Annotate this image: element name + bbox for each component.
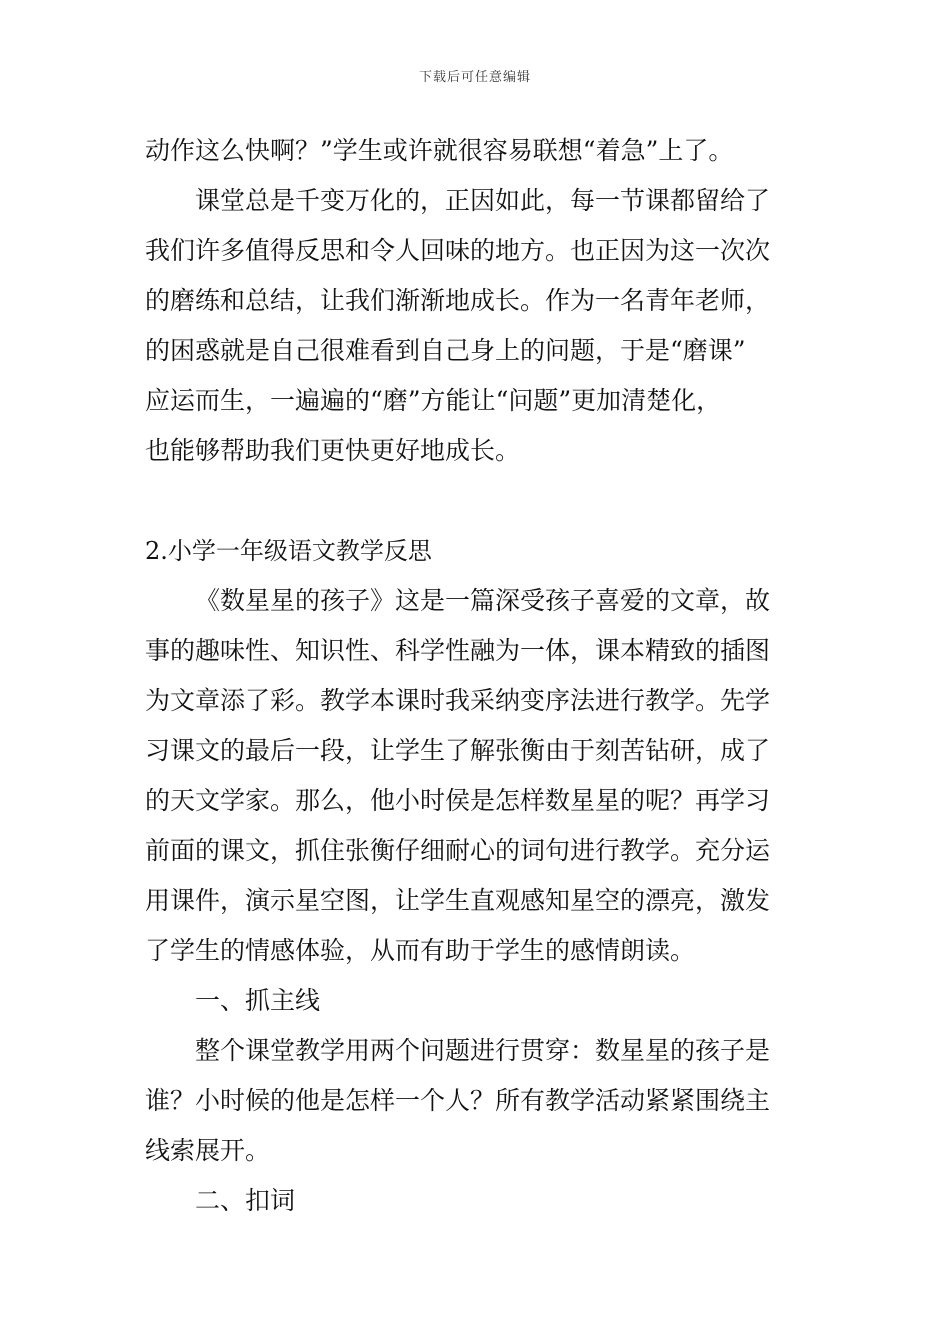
page-header: 下载后可任意编辑 bbox=[418, 70, 531, 85]
paragraph-line: 线索展开。 bbox=[145, 1136, 271, 1165]
paragraph-line: 的磨练和总结，让我们渐渐地成长。作为一名青年老师， bbox=[145, 286, 771, 315]
paragraph-line: 习课文的最后一段，让学生了解张衡由于刻苦钻研，成了 bbox=[145, 736, 771, 765]
paragraph-line: 动作这么快啊？”学生或许就很容易联想“着急”上了。 bbox=[145, 136, 734, 165]
blank-line bbox=[145, 476, 810, 526]
paragraph-line: 我们许多值得反思和令人回味的地方。也正因为这一次次 bbox=[145, 236, 771, 265]
paragraph-line: 也能够帮助我们更快更好地成长。 bbox=[145, 436, 521, 465]
paragraph-line: 整个课堂教学用两个问题进行贯穿：数星星的孩子是 bbox=[195, 1036, 771, 1065]
subsection-title: 二、扣词 bbox=[195, 1186, 296, 1215]
paragraph-line: 用课件，演示星空图，让学生直观感知星空的漂亮，激发 bbox=[145, 886, 771, 915]
paragraph-line: 前面的课文，抓住张衡仔细耐心的词句进行教学。充分运 bbox=[145, 836, 771, 865]
document-body bbox=[145, 126, 810, 1226]
paragraph-line: 《数星星的孩子》这是一篇深受孩子喜爱的文章，故 bbox=[195, 586, 771, 615]
section-title: 2.小学一年级语文教学反思 bbox=[145, 537, 432, 565]
paragraph-line: 谁？小时候的他是怎样一个人？所有教学活动紧紧围绕主 bbox=[145, 1086, 771, 1115]
paragraph-line: 为文章添了彩。教学本课时我采纳变序法进行教学。先学 bbox=[145, 686, 771, 715]
paragraph-line: 课堂总是千变万化的，正因如此，每一节课都留给了 bbox=[195, 186, 771, 215]
subsection-title: 一、抓主线 bbox=[195, 986, 321, 1015]
paragraph-line: 的困惑就是自己很难看到自己身上的问题，于是“磨课” bbox=[145, 336, 746, 365]
paragraph-line: 的天文学家。那么，他小时侯是怎样数星星的呢？再学习 bbox=[145, 786, 771, 815]
paragraph-line: 事的趣味性、知识性、科学性融为一体，课本精致的插图 bbox=[145, 636, 771, 665]
paragraph-line: 了学生的情感体验，从而有助于学生的感情朗读。 bbox=[145, 936, 696, 965]
paragraph-line: 应运而生，一遍遍的“磨”方能让“问题”更加清楚化， bbox=[145, 386, 722, 415]
